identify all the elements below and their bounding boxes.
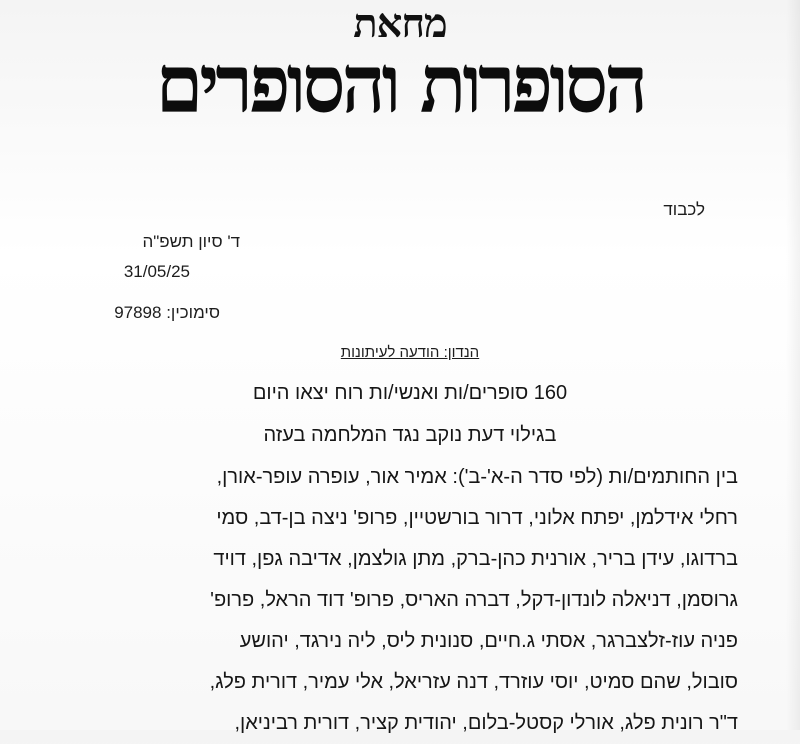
letterhead-small-title: מחאת	[353, 0, 447, 47]
headline-line-2: בגילוי דעת נוקב נגד המלחמה בעזה	[263, 424, 557, 446]
subject-line: הנדון: הודעה לעיתונות	[340, 344, 480, 361]
letterhead-big-title: הסופרות והסופרים	[155, 37, 645, 131]
reference-number: סימוכין: 97898	[114, 303, 220, 322]
body-line: פניה עוז-זלצברגר, אסתי ג.חיים, סנונית ליס, ליה נירגד, יהושע	[239, 630, 738, 652]
hebrew-date: ד' סיון תשפ"ה	[142, 232, 240, 251]
body-line: סובול, שהם סמיט, יוסי עוזרד, דנה עזריאל, אלי עמיר, דורית פלג,	[209, 671, 738, 693]
body-line: רחלי אידלמן, יפתח אלוני, דרור בורשטיין, פרופ' ניצה בן-דב, סמי	[216, 507, 738, 529]
gregorian-date: 31/05/25	[123, 262, 190, 281]
body-line: ברדוגו, עידן בריר, אורנית כהן-ברק, מתן גולצמן, אדיבה גפן, דויד	[213, 548, 738, 570]
body-line: ד"ר רונית פלג, אורלי קסטל-בלום, יהודית קציר, דורית רביניאן,	[234, 712, 738, 734]
recipient-line: לכבוד	[663, 200, 705, 219]
headline-line-1: 160 סופרים/ות ואנשי/ות רוח יצאו היום	[252, 382, 568, 404]
body-line: בין החותמים/ות (לפי סדר ה-א'-ב'): אמיר אור, עופרה עופר-אורן,	[216, 466, 738, 488]
signatories-paragraph	[98, 457, 738, 744]
body-line: גרוסמן, דניאלה לונדון-דקל, דברה האריס, פרופ' דוד הראל, פרופ'	[210, 589, 738, 611]
